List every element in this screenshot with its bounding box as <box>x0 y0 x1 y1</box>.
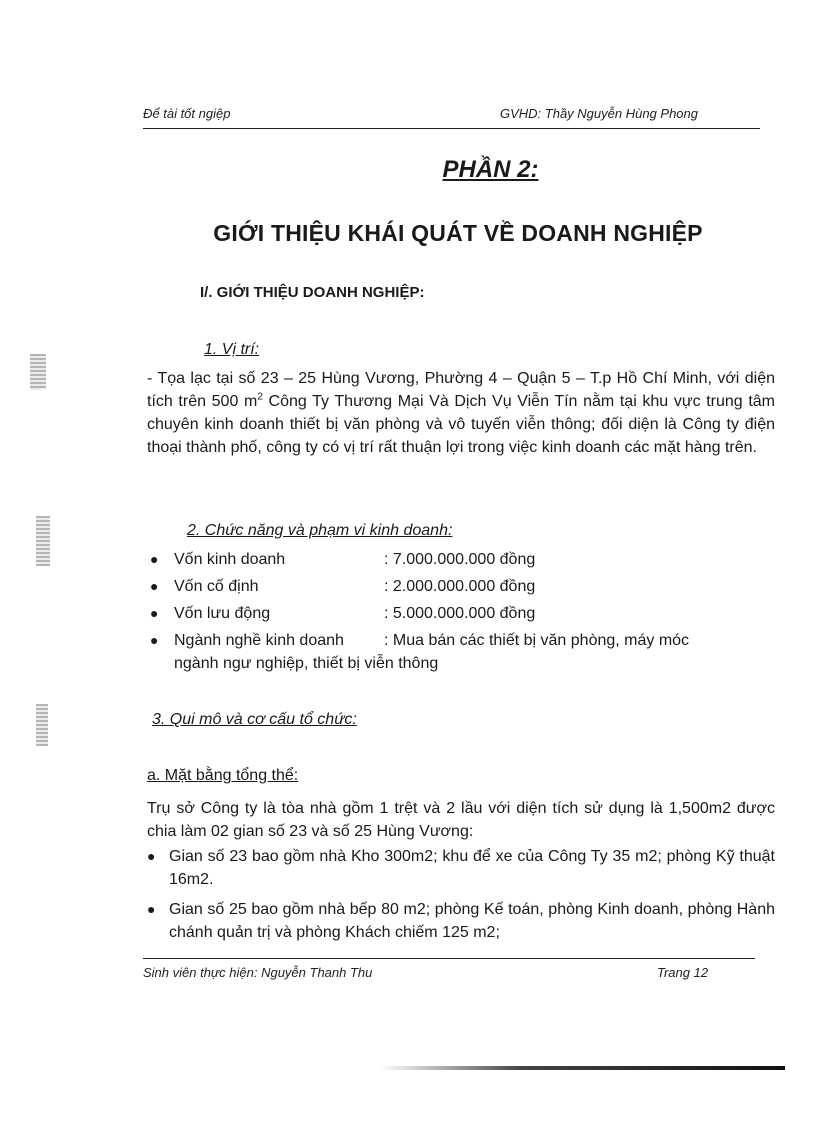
bullet-icon: ● <box>150 551 159 567</box>
premises-list <box>147 845 775 951</box>
bullet-icon: ● <box>150 578 159 594</box>
item-text: Gian số 23 bao gồm nhà Kho 300m2; khu để xe của Công Ty 35 m2; phòng Kỹ thuật 16m2. <box>169 848 775 888</box>
list-item <box>150 600 780 627</box>
item-label: Ngành nghề kinh doanh <box>174 632 344 649</box>
bullet-icon: ● <box>150 605 159 621</box>
item-value: : 5.000.000.000 đồng <box>384 605 536 622</box>
item-text: Gian số 25 bao gồm nhà bếp 80 m2; phòng Kế toán, phòng Kinh doanh, phòng Hành chánh quản trị và phòng Khách chiếm 125 m2; <box>169 901 775 941</box>
list-item <box>150 546 780 573</box>
footer-right: Trang 12 <box>657 965 709 980</box>
bullet-icon: ● <box>147 848 156 864</box>
item-continuation: ngành ngư nghiệp, thiết bị viễn thông <box>174 655 439 672</box>
scan-artifact <box>36 704 48 746</box>
subsection-a-title: a. Mặt bằng tổng thể: <box>147 767 299 784</box>
header-right: GVHD: Thầy Nguyễn Hùng Phong <box>500 106 698 121</box>
item-value: : 2.000.000.000 đồng <box>384 578 536 595</box>
item-value: : 7.000.000.000 đồng <box>384 551 536 568</box>
item-label: Vốn lưu động <box>174 605 271 622</box>
bullet-icon: ● <box>150 632 159 648</box>
subsection-1-title: 1. Vị trí: <box>204 341 260 358</box>
header-rule <box>143 128 760 129</box>
item-value: : Mua bán các thiết bị văn phòng, máy móc <box>384 632 690 649</box>
scan-edge-line <box>380 1066 785 1070</box>
main-title: GIỚI THIỆU KHÁI QUÁT VỀ DOANH NGHIỆP <box>213 220 703 246</box>
footer-rule <box>143 958 755 959</box>
section-title: I/. GIỚI THIỆU DOANH NGHIỆP: <box>200 284 425 301</box>
location-text-b: Công Ty Thương Mại Và Dịch Vụ Viễn Tín nằm tại khu vực trung tâm chuyên kinh doanh thiết bị văn phòng và vô tuyến viễn thông; đối diện là Công ty điện thoại thành phố, công ty có vị trí rất thuận lợi trong việc kinh doanh các mặt hàng trên. <box>147 393 776 456</box>
list-item <box>150 573 780 600</box>
premises-paragraph: Trụ sở Công ty là tòa nhà gồm 1 trệt và 2 lầu với diện tích sử dụng là 1,500m2 được chia làm 02 gian số 23 và số 25 Hùng Vương: <box>147 800 775 840</box>
bullet-icon: ● <box>147 901 156 917</box>
header-left: Để tài tốt ngiệp <box>143 106 231 121</box>
capital-list <box>150 546 780 677</box>
scan-artifact <box>30 354 46 390</box>
footer-left: Sinh viên thực hiện: Nguyễn Thanh Thu <box>143 965 373 980</box>
item-label: Vốn kinh doanh <box>174 551 286 568</box>
scan-artifact <box>36 516 50 566</box>
superscript-2: 2 <box>257 391 263 403</box>
part-title: PHẦN 2: <box>442 156 539 183</box>
item-label: Vốn cố định <box>174 578 259 595</box>
subsection-3-title: 3. Qui mô và cơ cấu tổ chức: <box>152 711 357 728</box>
location-text-a: - Tọa lạc tại số 23 – 25 Hùng Vương, Phường 4 – Quận 5 – T.p Hồ Chí Minh, với diện tích trên 500 m <box>147 370 775 410</box>
list-item <box>147 898 775 944</box>
subsection-2-title: 2. Chức năng và phạm vi kinh doanh: <box>187 522 453 539</box>
location-paragraph <box>147 367 775 459</box>
list-item <box>147 845 775 891</box>
